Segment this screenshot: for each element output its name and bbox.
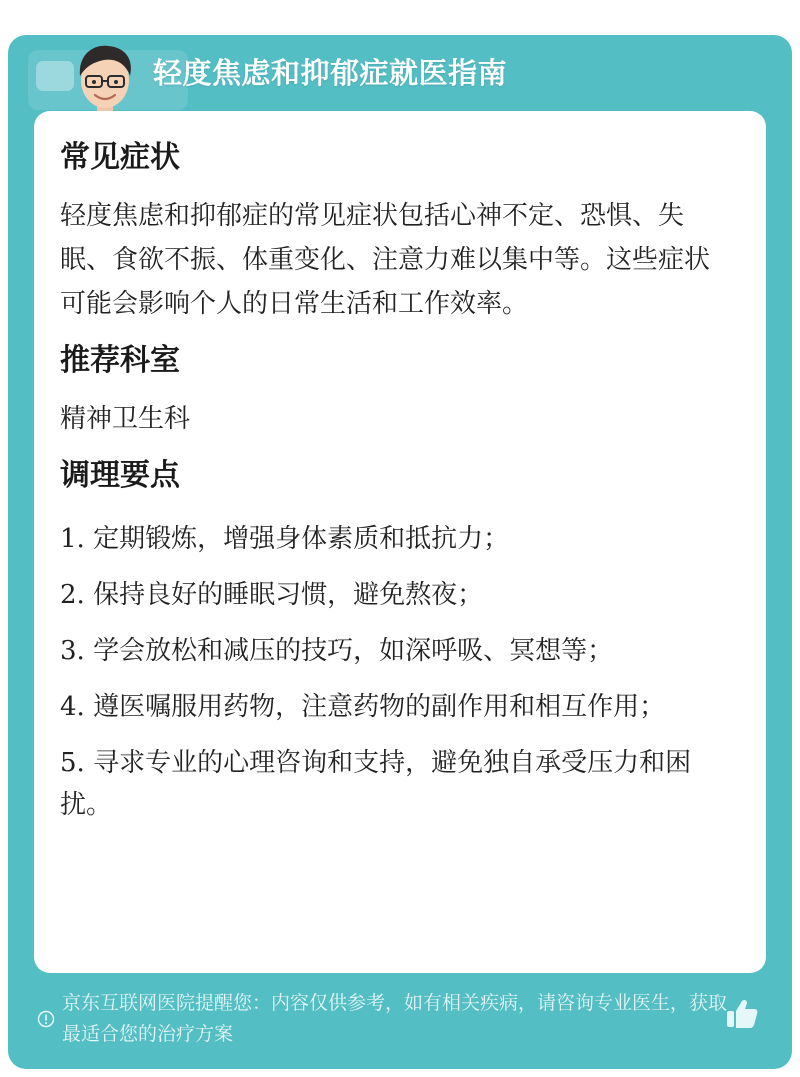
department-heading: 推荐科室 — [60, 343, 180, 378]
symptoms-heading: 常见症状 — [60, 140, 180, 175]
symptoms-text: 轻度焦虑和抑郁症的常见症状包括心神不定、恐惧、失眠、食欲不振、体重变化、注意力难以集中等。这些症状可能会影响个人的日常生活和工作效率。 — [60, 201, 711, 319]
list-item: 2. 保持良好的睡眠习惯，避免熬夜； — [60, 580, 484, 610]
disclaimer-footer — [34, 988, 774, 1058]
disclaimer-text: 京东互联网医院提醒您：内容仅供参考，如有相关疾病，请咨询专业医生，获取最适合您的治疗方案 — [62, 992, 728, 1045]
department-text: 精神卫生科 — [60, 404, 191, 434]
list-item: 4. 遵医嘱服用药物，注意药物的副作用和相互作用； — [60, 692, 666, 722]
list-item: 1. 定期锻炼，增强身体素质和抵抗力； — [60, 524, 510, 554]
list-item: 5. 寻求专业的心理咨询和支持，避免独自承受压力和困扰。 — [60, 748, 692, 820]
content-panel — [34, 111, 766, 973]
list-item: 3. 学会放松和减压的技巧，如深呼吸、冥想等； — [60, 636, 614, 666]
content-body — [60, 136, 725, 840]
thumbs-up-icon[interactable] — [724, 996, 760, 1032]
info-icon — [37, 1010, 55, 1028]
page-title: 轻度焦虑和抑郁症就医指南 — [153, 56, 508, 90]
care-heading: 调理要点 — [60, 458, 180, 493]
care-list — [60, 518, 725, 826]
